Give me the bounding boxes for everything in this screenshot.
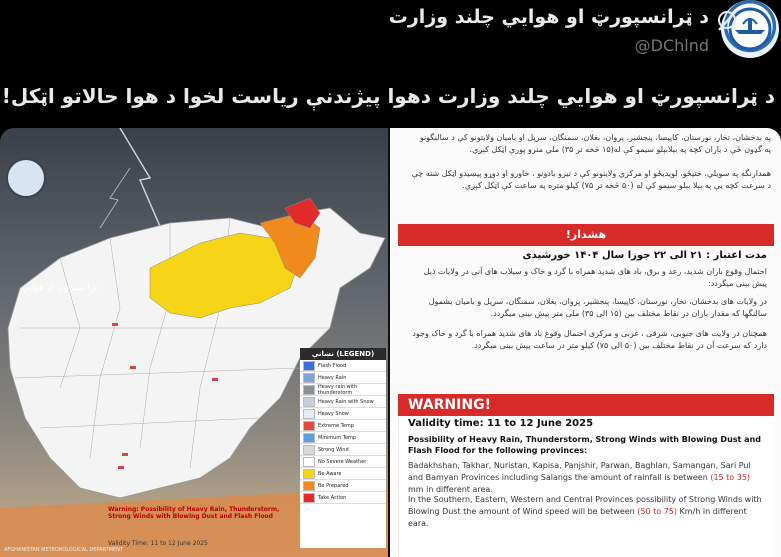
legend-swatch (303, 469, 315, 479)
legend-row (300, 468, 386, 480)
legend-swatch (303, 493, 315, 503)
forecast-map-image[interactable] (0, 128, 388, 557)
legend-swatch (303, 481, 315, 491)
pashto-line: په بدخشان، تخار، نورستان، كاپیسا، پنجشير، پروان، بغلان، سمنگان، سرپل او باميان ولايتونو كې د سالنگونو په گډون (419, 133, 771, 154)
text-run: Badakhshan, Takhar, Nuristan, Kapisa, Panjshir, Parwan, Baghlan, Samangan, Sari Pul and Bamyan Provinces including Salangs the amount of rainfall is between (408, 461, 751, 482)
tweet-text: د ټرانسپورټ او هوايي چلند وزارت دهوا پيژندنې رياست لخوا د هوا حالاتو اټكل! (1, 84, 775, 108)
wind-range: (50 to 75) (637, 507, 677, 516)
legend-swatch (303, 421, 315, 431)
map-legend (300, 348, 386, 548)
map-warning-text: Warning: Possibility of Heavy Rain, Thunderstorm, Strong Winds with Blowing Dust and Flash Flood (108, 506, 280, 520)
pashto-line: ځې د باران كچه په بېلابېلو سيمو كې له(۱۵ څخه تر ۳۵) ملي مترو پورې اټكل كېږي. (469, 145, 742, 154)
english-warning-banner: WARNING! (398, 394, 774, 416)
legend-label: Take Action (318, 494, 347, 501)
legend-row (300, 492, 386, 504)
legend-label: Minimum Temp (318, 434, 357, 441)
text-run: Km/h in different eara. (408, 507, 747, 528)
dari-paragraph-1: احتمال وقوع باران شدید، رعد و برق، باد های شدید همراه با گرد و خاک و سیلاب های آنی در ولایات ذیل پیش بینی میگردد: (423, 267, 767, 288)
legend-row (300, 360, 386, 372)
tweet-header (0, 0, 781, 80)
legend-label: Strong Wind (318, 446, 349, 453)
legend-label: Be Aware (318, 470, 342, 477)
legend-row (300, 420, 386, 432)
legend-swatch (303, 457, 315, 467)
legend-row (300, 432, 386, 444)
legend-label: Heavy Rain (318, 374, 347, 381)
legend-swatch (303, 445, 315, 455)
legend-row (300, 480, 386, 492)
legend-swatch (303, 409, 315, 419)
legend-swatch (303, 385, 315, 395)
legend-row (300, 396, 386, 408)
legend-label: Heavy rain with thunderstorm (318, 383, 358, 396)
tweet-media[interactable] (0, 128, 781, 557)
dari-paragraph-3: همچنان در ولایت های جنوبی، شرقی ، غربی و مرکزی احتمال وقوع باد های شدید همراه با گرد و خاک وجود دارد که سرعت آن در نقاط مختلف بین (۵۰ الی ۷۵) کیلو متر در ساعت پیش بینی میگردد. (412, 329, 767, 350)
dari-paragraph-2: در ولایات های بدخشان، تخار، نورستان، کاپیسا، پنجشیر، پروان، بغلان، سمنگان، سرپل و بامیان بشمول سالنگها که مقدار باران در نقاط مختلف بین (۱۵ الی ۳۵) ملی متر پیش بینی میگردد. (428, 297, 767, 318)
rainfall-range: (15 to 35) (710, 473, 751, 482)
map-validity: Validity Time: 11 to 12 June 2025 (108, 540, 208, 547)
pashto-line: همدارنگه په سويلي، ختيځو، لويديځو او مركزي ولايتونو كې د تيزو بادونو ، خاورو او دوړو پيښيدو اټكل شته چې د (411, 169, 771, 190)
pashto-paragraph-2 (411, 168, 771, 192)
legend-row (300, 408, 386, 420)
english-paragraph-2 (408, 494, 768, 530)
legend-row (300, 384, 386, 396)
legend-swatch (303, 433, 315, 443)
grok-icon[interactable] (713, 6, 741, 34)
text-run: mm in different area. (408, 485, 493, 494)
english-subtitle: Possibility of Heavy Rain, Thunderstorm, Strong Winds with Blowing Dust and Flash Flood for the following provinces: (408, 435, 761, 455)
legend-row (300, 372, 386, 384)
map-department: AFGHANISTAN METEOROLOGICAL DEPARTMENT (4, 547, 123, 553)
english-paragraph-1 (408, 460, 768, 496)
legend-swatch (303, 361, 315, 371)
legend-label: Flash Flood (318, 362, 347, 369)
dari-warning-banner: هشدار! (398, 224, 774, 246)
legend-label: No Severe Weather (318, 458, 367, 465)
text-run: In the Southern, Eastern, Western and Central Provinces possibility of Strong Winds with Blowing Dust the amount of Wind speed will be between (408, 495, 762, 516)
english-validity: Validity time: 11 to 12 June 2025 (408, 418, 594, 429)
pashto-line: سرعت كچه يې په بېلا بېلو سيمو كې له (۵۰ څخه تر ۷۵) كيلو متره په ساعت كې اټكل كېږي. (462, 181, 765, 190)
legend-swatch (303, 397, 315, 407)
legend-label: Be Prepared (318, 482, 349, 489)
legend-label: Extreme Temp (318, 422, 354, 429)
legend-row (300, 444, 386, 456)
warning-document-image[interactable] (390, 128, 781, 557)
legend-label: Heavy Rain with Snow (318, 398, 374, 405)
pashto-paragraph-1 (411, 132, 771, 156)
legend-row (300, 456, 386, 468)
legend-title: نښانې (LEGEND) (300, 348, 386, 360)
author-name[interactable]: د ټرانسپورټ او هوايي چلند وزارت (388, 6, 709, 28)
author-handle[interactable]: @DChlnd (634, 36, 709, 55)
legend-swatch (303, 373, 315, 383)
legend-label: Heavy Snow (318, 410, 349, 417)
map-logo-icon (6, 158, 46, 198)
dari-validity: مدت اعتبار : ۲۱ الی ۲۲ جوزا سال ۱۴۰۴ خورشیدی (522, 250, 767, 261)
map-title: د ټرانسپورټ او هوايي (22, 283, 105, 293)
